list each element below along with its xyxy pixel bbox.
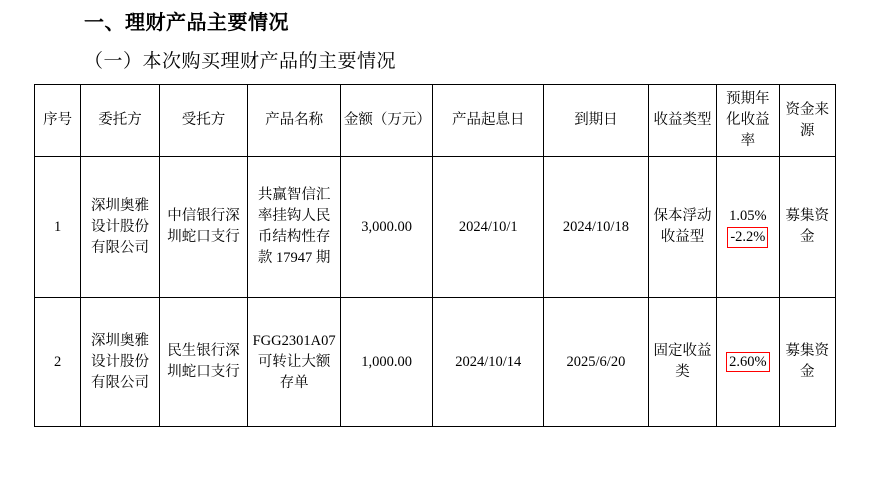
cell-seq: 1 xyxy=(35,157,81,298)
header-income-type: 收益类型 xyxy=(648,85,716,157)
cell-trustee: 中信银行深圳蛇口支行 xyxy=(159,157,248,298)
header-end-date: 到期日 xyxy=(544,85,649,157)
cell-product-name: 共赢智信汇率挂钩人民币结构性存款 17947 期 xyxy=(248,157,341,298)
table-row xyxy=(35,298,836,427)
header-seq: 序号 xyxy=(35,85,81,157)
rate-value-highlighted: 2.60% xyxy=(726,352,769,373)
cell-client: 深圳奥雅设计股份有限公司 xyxy=(81,157,159,298)
cell-start-date: 2024/10/1 xyxy=(433,157,544,298)
wealth-product-table xyxy=(34,84,836,427)
header-amount: 金额（万元） xyxy=(340,85,433,157)
rate-value-highlighted: -2.2% xyxy=(727,227,768,248)
cell-expected-rate xyxy=(717,298,779,427)
cell-end-date: 2024/10/18 xyxy=(544,157,649,298)
section-heading-secondary: （一）本次购买理财产品的主要情况 xyxy=(84,51,397,72)
cell-start-date: 2024/10/14 xyxy=(433,298,544,427)
table-header-row xyxy=(35,85,836,157)
cell-client: 深圳奥雅设计股份有限公司 xyxy=(81,298,159,427)
cell-end-date: 2025/6/20 xyxy=(544,298,649,427)
cell-fund-source: 募集资金 xyxy=(779,157,835,298)
header-client: 委托方 xyxy=(81,85,159,157)
header-fund-source: 资金来源 xyxy=(779,85,835,157)
cell-seq: 2 xyxy=(35,298,81,427)
header-product-name: 产品名称 xyxy=(248,85,341,157)
cell-amount: 1,000.00 xyxy=(340,298,433,427)
cell-product-name: FGG2301A07 可转让大额存单 xyxy=(248,298,341,427)
table-row xyxy=(35,157,836,298)
cell-income-type: 保本浮动收益型 xyxy=(648,157,716,298)
cell-income-type: 固定收益类 xyxy=(648,298,716,427)
cell-amount: 3,000.00 xyxy=(340,157,433,298)
cell-fund-source: 募集资金 xyxy=(779,298,835,427)
cell-trustee: 民生银行深圳蛇口支行 xyxy=(159,298,248,427)
section-heading-primary: 一、理财产品主要情况 xyxy=(84,12,289,34)
header-start-date: 产品起息日 xyxy=(433,85,544,157)
cell-expected-rate xyxy=(717,157,779,298)
header-expected-rate: 预期年化收益率 xyxy=(717,85,779,157)
rate-value-plain: 1.05% xyxy=(729,208,767,225)
header-trustee: 受托方 xyxy=(159,85,248,157)
